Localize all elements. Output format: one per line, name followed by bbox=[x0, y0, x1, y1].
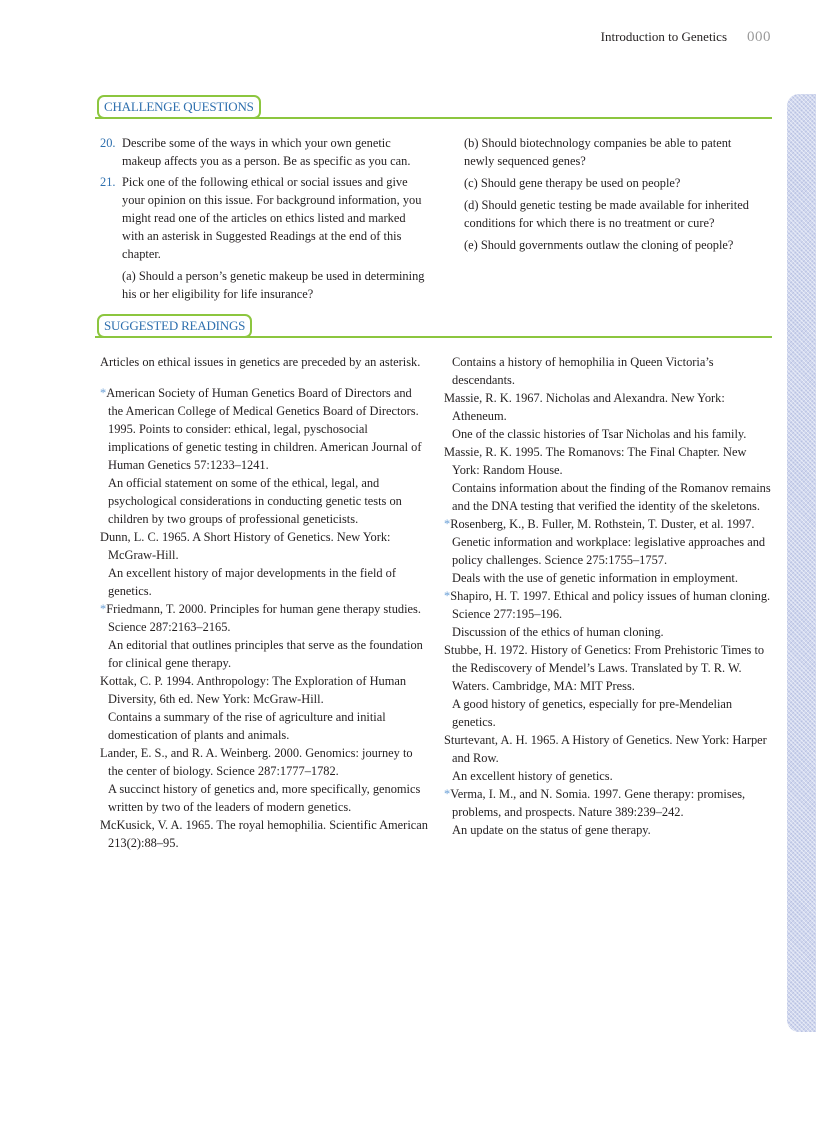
citation: Massie, R. K. 1995. The Romanovs: The Final Chapter. New York: Random House. bbox=[444, 445, 747, 477]
subquestion-text: (a) Should a person’s genetic makeup be used in determining his or her eligibility for life insurance? bbox=[122, 269, 425, 301]
readings-intro: Articles on ethical issues in genetics are preceded by an asterisk. bbox=[100, 355, 421, 369]
asterisk-marker: * bbox=[444, 589, 451, 603]
reference-note: An official statement on some of the ethical, legal, and psychological considerations in conducting genetic tests on children by two groups of professional geneticists. bbox=[108, 476, 402, 526]
readings-right-column bbox=[444, 353, 772, 839]
citation: Shapiro, H. T. 1997. Ethical and policy issues of human cloning. Science 277:195–196. bbox=[450, 589, 771, 621]
question-number: 21. bbox=[100, 175, 116, 189]
reference-note: An update on the status of gene therapy. bbox=[452, 823, 651, 837]
question-text: Describe some of the ways in which your own genetic makeup affects you as a person. Be as specific as you can. bbox=[122, 136, 411, 168]
reference-note: An excellent history of major developments in the field of genetics. bbox=[108, 566, 397, 598]
challenge-questions-heading-bar bbox=[95, 95, 772, 121]
question-number: 20. bbox=[100, 136, 116, 150]
reference-note: A succinct history of genetics and, more specifically, genomics written by two of the leaders of modern genetics. bbox=[108, 782, 421, 814]
subquestion-c: (c) Should gene therapy be used on people? bbox=[464, 176, 681, 190]
reference-note: An excellent history of genetics. bbox=[452, 769, 613, 783]
citation: Rosenberg, K., B. Fuller, M. Rothstein, T. Duster, et al. 1997. Genetic information and workplace: legislative approaches and policy challenges. Science 275:1755–1757. bbox=[450, 517, 766, 567]
question-text: Pick one of the following ethical or social issues and give your opinion on this issue. For background information, you might read one of the articles on ethics listed and marked with an asterisk in Suggested Readings at the end of this chapter. bbox=[122, 175, 422, 261]
challenge-left-column bbox=[100, 134, 428, 303]
reference-note: One of the classic histories of Tsar Nicholas and his family. bbox=[452, 427, 747, 441]
asterisk-marker: * bbox=[444, 787, 451, 801]
reference-mckusick bbox=[100, 816, 428, 852]
reference-rosenberg bbox=[444, 515, 772, 569]
reference-note: Contains a summary of the rise of agriculture and initial domestication of plants and animals. bbox=[108, 710, 386, 742]
suggested-readings-heading: SUGGESTED READINGS bbox=[97, 314, 252, 338]
reference-note: An editorial that outlines principles that serve as the foundation for clinical gene therapy. bbox=[108, 638, 423, 670]
citation: Sturtevant, A. H. 1965. A History of Genetics. New York: Harper and Row. bbox=[444, 733, 767, 765]
question-20 bbox=[100, 134, 428, 170]
asterisk-marker: * bbox=[100, 602, 107, 616]
subquestion-b: (b) Should biotechnology companies be able to patent newly sequenced genes? bbox=[464, 136, 732, 168]
reference-asgh bbox=[100, 384, 428, 474]
reference-stubbe bbox=[444, 641, 772, 695]
asterisk-marker: * bbox=[444, 517, 451, 531]
reference-lander bbox=[100, 744, 428, 780]
citation: American Society of Human Genetics Board of Directors and the American College of Medical Genetics Board of Directors. 1995. Points to consider: ethical, legal, pyschosocial implications of genetic testing in children. American Journal of Human Genetics 57:1233–1241. bbox=[106, 386, 422, 472]
reference-massie-1995 bbox=[444, 443, 772, 479]
reference-shapiro bbox=[444, 587, 772, 623]
reference-massie-1967 bbox=[444, 389, 772, 425]
citation: Lander, E. S., and R. A. Weinberg. 2000. Genomics: journey to the center of biology. Science 287:1777–1782. bbox=[100, 746, 413, 778]
citation: Verma, I. M., and N. Somia. 1997. Gene therapy: promises, problems, and prospects. Nature 389:239–242. bbox=[450, 787, 746, 819]
reference-note: A good history of genetics, especially for pre-Mendelian genetics. bbox=[452, 697, 733, 729]
question-21 bbox=[100, 173, 428, 263]
challenge-questions-heading: CHALLENGE QUESTIONS bbox=[97, 95, 261, 119]
reference-sturtevant bbox=[444, 731, 772, 767]
readings-left-column bbox=[100, 353, 428, 852]
citation: McKusick, V. A. 1965. The royal hemophilia. Scientific American 213(2):88–95. bbox=[100, 818, 428, 850]
reference-kottak bbox=[100, 672, 428, 708]
citation: Kottak, C. P. 1994. Anthropology: The Exploration of Human Diversity, 6th ed. New York: McGraw-Hill. bbox=[100, 674, 407, 706]
citation: Friedmann, T. 2000. Principles for human gene therapy studies. Science 287:2163–2165. bbox=[106, 602, 421, 634]
citation: Massie, R. K. 1967. Nicholas and Alexandra. New York: Atheneum. bbox=[444, 391, 725, 423]
running-head bbox=[601, 29, 771, 46]
citation: Dunn, L. C. 1965. A Short History of Genetics. New York: McGraw-Hill. bbox=[100, 530, 391, 562]
subquestion-d: (d) Should genetic testing be made available for inherited conditions for which there is no treatment or cure? bbox=[464, 198, 749, 230]
chapter-side-tab bbox=[787, 94, 816, 1032]
reference-verma bbox=[444, 785, 772, 821]
reference-friedmann bbox=[100, 600, 428, 636]
reference-note: Discussion of the ethics of human cloning. bbox=[452, 625, 664, 639]
running-title: Introduction to Genetics bbox=[600, 29, 727, 44]
subquestion-e: (e) Should governments outlaw the cloning of people? bbox=[464, 238, 734, 252]
reference-note: Deals with the use of genetic information in employment. bbox=[452, 571, 738, 585]
reference-note: Contains information about the finding of the Romanov remains and the DNA testing that verified the identity of the skeletons. bbox=[452, 481, 771, 513]
reference-note: Contains a history of hemophilia in Queen Victoria’s descendants. bbox=[452, 355, 714, 387]
asterisk-marker: * bbox=[100, 386, 107, 400]
page-number: 000 bbox=[747, 29, 771, 45]
citation: Stubbe, H. 1972. History of Genetics: From Prehistoric Times to the Rediscovery of Mendel’s Laws. Translated by T. R. W. Waters. Cambridge, MA: MIT Press. bbox=[444, 643, 765, 693]
reference-dunn bbox=[100, 528, 428, 564]
suggested-readings-heading-bar bbox=[95, 314, 772, 340]
subquestion-a bbox=[100, 267, 428, 303]
challenge-right-column bbox=[464, 134, 764, 254]
